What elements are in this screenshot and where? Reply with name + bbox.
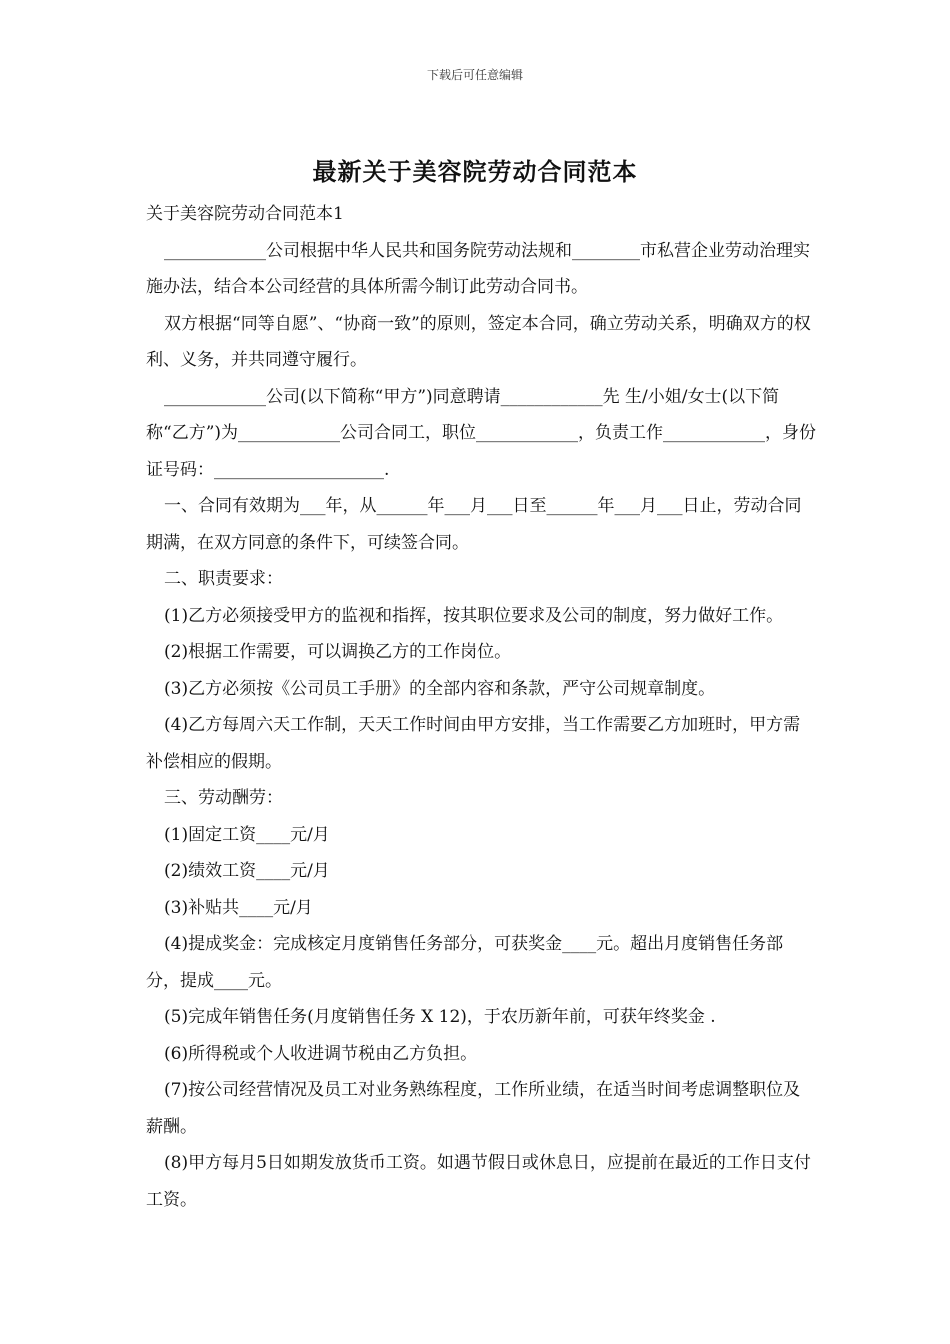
duty-item-2: (2)根据工作需要，可以调换乙方的工作岗位。	[164, 642, 512, 662]
paragraph-3: ____________公司(以下简称“甲方”)同意聘请____________先 生/小姐/女士(以下简称“乙方”)为____________公司合同工，职位____________，负责工作____________，身份证号码：____________________.	[146, 386, 817, 480]
duty-item-1: (1)乙方必须接受甲方的监视和指挥，按其职位要求及公司的制度，努力做好工作。	[164, 605, 784, 626]
pay-item-7: (7)按公司经营情况及员工对业务熟练程度，工作所业绩，在适当时间考虑调整职位及薪酬。	[146, 1080, 801, 1137]
section-heading-pay: 三、劳动酬劳：	[164, 788, 283, 808]
paragraph-2: 双方根据“同等自愿”、“协商一致”的原则，签定本合同，确立劳动关系，明确双方的权利、义务，并共同遵守履行。	[146, 313, 811, 370]
pay-item-8: (8)甲方每月5日如期发放货币工资。如遇节假日或休息日，应提前在最近的工作日支付工资。	[146, 1153, 811, 1210]
paragraph-1: ____________公司根据中华人民共和国务院劳动法规和________市私营企业劳动治理实施办法，结合本公司经营的具体所需今制订此劳动合同书。	[146, 240, 810, 297]
section-subtitle: 关于美容院劳动合同范本1	[146, 204, 344, 224]
pay-item-3: (3)补贴共____元/月	[164, 897, 313, 918]
page-header: 下载后可任意编辑	[426, 68, 523, 82]
duty-item-4: (4)乙方每周六天工作制，天天工作时间由甲方安排，当工作需要乙方加班时，甲方需补偿相应的假期。	[146, 715, 801, 772]
section-heading-duties: 二、职责要求：	[164, 569, 283, 589]
pay-item-1: (1)固定工资____元/月	[164, 824, 330, 845]
document-body	[146, 196, 816, 1218]
pay-item-6: (6)所得税或个人收进调节税由乙方负担。	[164, 1043, 478, 1064]
pay-item-4: (4)提成奖金：完成核定月度销售任务部分，可获奖金____元。超出月度销售任务部分，提成____元。	[146, 934, 784, 991]
pay-item-5: (5)完成年销售任务(月度销售任务 X 12)，于农历新年前，可获年终奖金 .	[164, 1007, 716, 1027]
pay-item-2: (2)绩效工资____元/月	[164, 861, 330, 881]
paragraph-4: 一、合同有效期为___年，从______年___月___日至______年___月___日止，劳动合同期满，在双方同意的条件下，可续签合同。	[146, 496, 802, 553]
document-title: 最新关于美容院劳动合同范本	[312, 157, 638, 186]
duty-item-3: (3)乙方必须按《公司员工手册》的全部内容和条款，严守公司规章制度。	[164, 678, 716, 699]
